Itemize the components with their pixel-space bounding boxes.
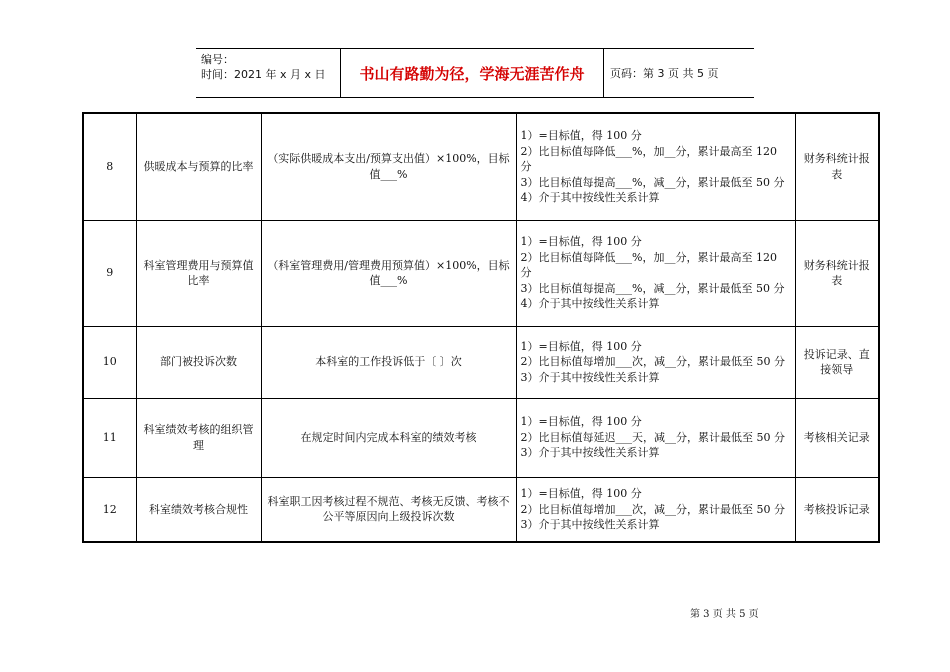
data-source: 考核相关记录 xyxy=(795,398,879,477)
scoring-rule-line: 1）=目标值，得 100 分 xyxy=(520,235,642,249)
indicator-formula: （实际供暖成本支出/预算支出值）×100%，目标值___% xyxy=(261,113,516,220)
scoring-rule-line: 3）介于其中按线性关系计算 xyxy=(520,370,660,384)
header-motto: 书山有路勤为径，学海无涯苦作舟 xyxy=(359,64,585,83)
row-number: 9 xyxy=(83,220,136,326)
scoring-rule-line: 1）=目标值，得 100 分 xyxy=(520,415,642,429)
data-source: 投诉记录、直接领导 xyxy=(795,326,879,398)
scoring-rule-line: 4）介于其中按线性关系计算 xyxy=(520,191,660,204)
time-label: 时间：2021 年 x 月 x 日 xyxy=(201,68,326,81)
scoring-rule-line: 2）比目标值每降低___%，加__分，累计最高至 120 分 xyxy=(520,250,777,280)
table-row xyxy=(83,220,879,326)
row-number: 8 xyxy=(83,113,136,220)
table-row xyxy=(83,477,879,542)
indicator-formula: 在规定时间内完成本科室的绩效考核 xyxy=(261,398,516,477)
scoring-rule-line: 4）介于其中按线性关系计算 xyxy=(520,297,660,311)
indicator-name: 供暖成本与预算的比率 xyxy=(136,113,261,220)
indicator-formula: 本科室的工作投诉低于〔 〕次 xyxy=(261,326,516,398)
scoring-rule-line: 1）=目标值，得 100 分 xyxy=(520,487,642,500)
indicator-name: 科室绩效考核的组织管理 xyxy=(136,398,261,477)
scoring-rule-line: 3）比目标值每提高___%，减__分，累计最低至 50 分 xyxy=(520,175,785,189)
data-source: 考核投诉记录 xyxy=(795,477,879,542)
scoring-rule-line: 2）比目标值每降低___%，加__分，累计最高至 120 分 xyxy=(520,144,777,173)
indicator-formula: （科室管理费用/管理费用预算值）×100%，目标值___% xyxy=(261,220,516,326)
indicator-name: 科室绩效考核合规性 xyxy=(136,477,261,542)
table-row xyxy=(83,326,879,398)
scoring-rule-line: 2）比目标值每增加___次，减__分，累计最低至 50 分 xyxy=(520,355,785,369)
scoring-rules xyxy=(516,326,795,398)
header-meta xyxy=(201,52,326,82)
scoring-rules xyxy=(516,477,795,542)
scoring-rules xyxy=(516,220,795,326)
data-source: 财务科统计报表 xyxy=(795,113,879,220)
indicator-formula: 科室职工因考核过程不规范、考核无反馈、考核不公平等原因向上级投诉次数 xyxy=(261,477,516,542)
kpi-table xyxy=(82,112,880,543)
scoring-rule-line: 2）比目标值每增加___次，减__分，累计最低至 50 分 xyxy=(520,502,785,516)
scoring-rule-line: 3）比目标值每提高___%，减__分，累计最低至 50 分 xyxy=(520,281,785,295)
scoring-rule-line: 1）=目标值，得 100 分 xyxy=(520,129,642,142)
table-row xyxy=(83,113,879,220)
scoring-rule-line: 1）=目标值，得 100 分 xyxy=(520,339,642,353)
scoring-rules xyxy=(516,398,795,477)
scoring-rule-line: 3）介于其中按线性关系计算 xyxy=(520,446,660,460)
header-divider xyxy=(603,49,604,97)
indicator-name: 科室管理费用与预算值比率 xyxy=(136,220,261,326)
row-number: 11 xyxy=(83,398,136,477)
scoring-rule-line: 3）介于其中按线性关系计算 xyxy=(520,518,660,531)
serial-label: 编号： xyxy=(201,53,234,66)
row-number: 12 xyxy=(83,477,136,542)
kpi-table-body xyxy=(83,113,879,542)
page-header xyxy=(196,48,754,98)
scoring-rule-line: 2）比目标值每延迟___天，减__分，累计最低至 50 分 xyxy=(520,430,785,444)
indicator-name: 部门被投诉次数 xyxy=(136,326,261,398)
table-row xyxy=(83,398,879,477)
scoring-rules xyxy=(516,113,795,220)
row-number: 10 xyxy=(83,326,136,398)
data-source: 财务科统计报表 xyxy=(795,220,879,326)
header-page-code: 页码：第 3 页 共 5 页 xyxy=(610,67,719,80)
page-footer: 第 3 页 共 5 页 xyxy=(690,609,759,620)
